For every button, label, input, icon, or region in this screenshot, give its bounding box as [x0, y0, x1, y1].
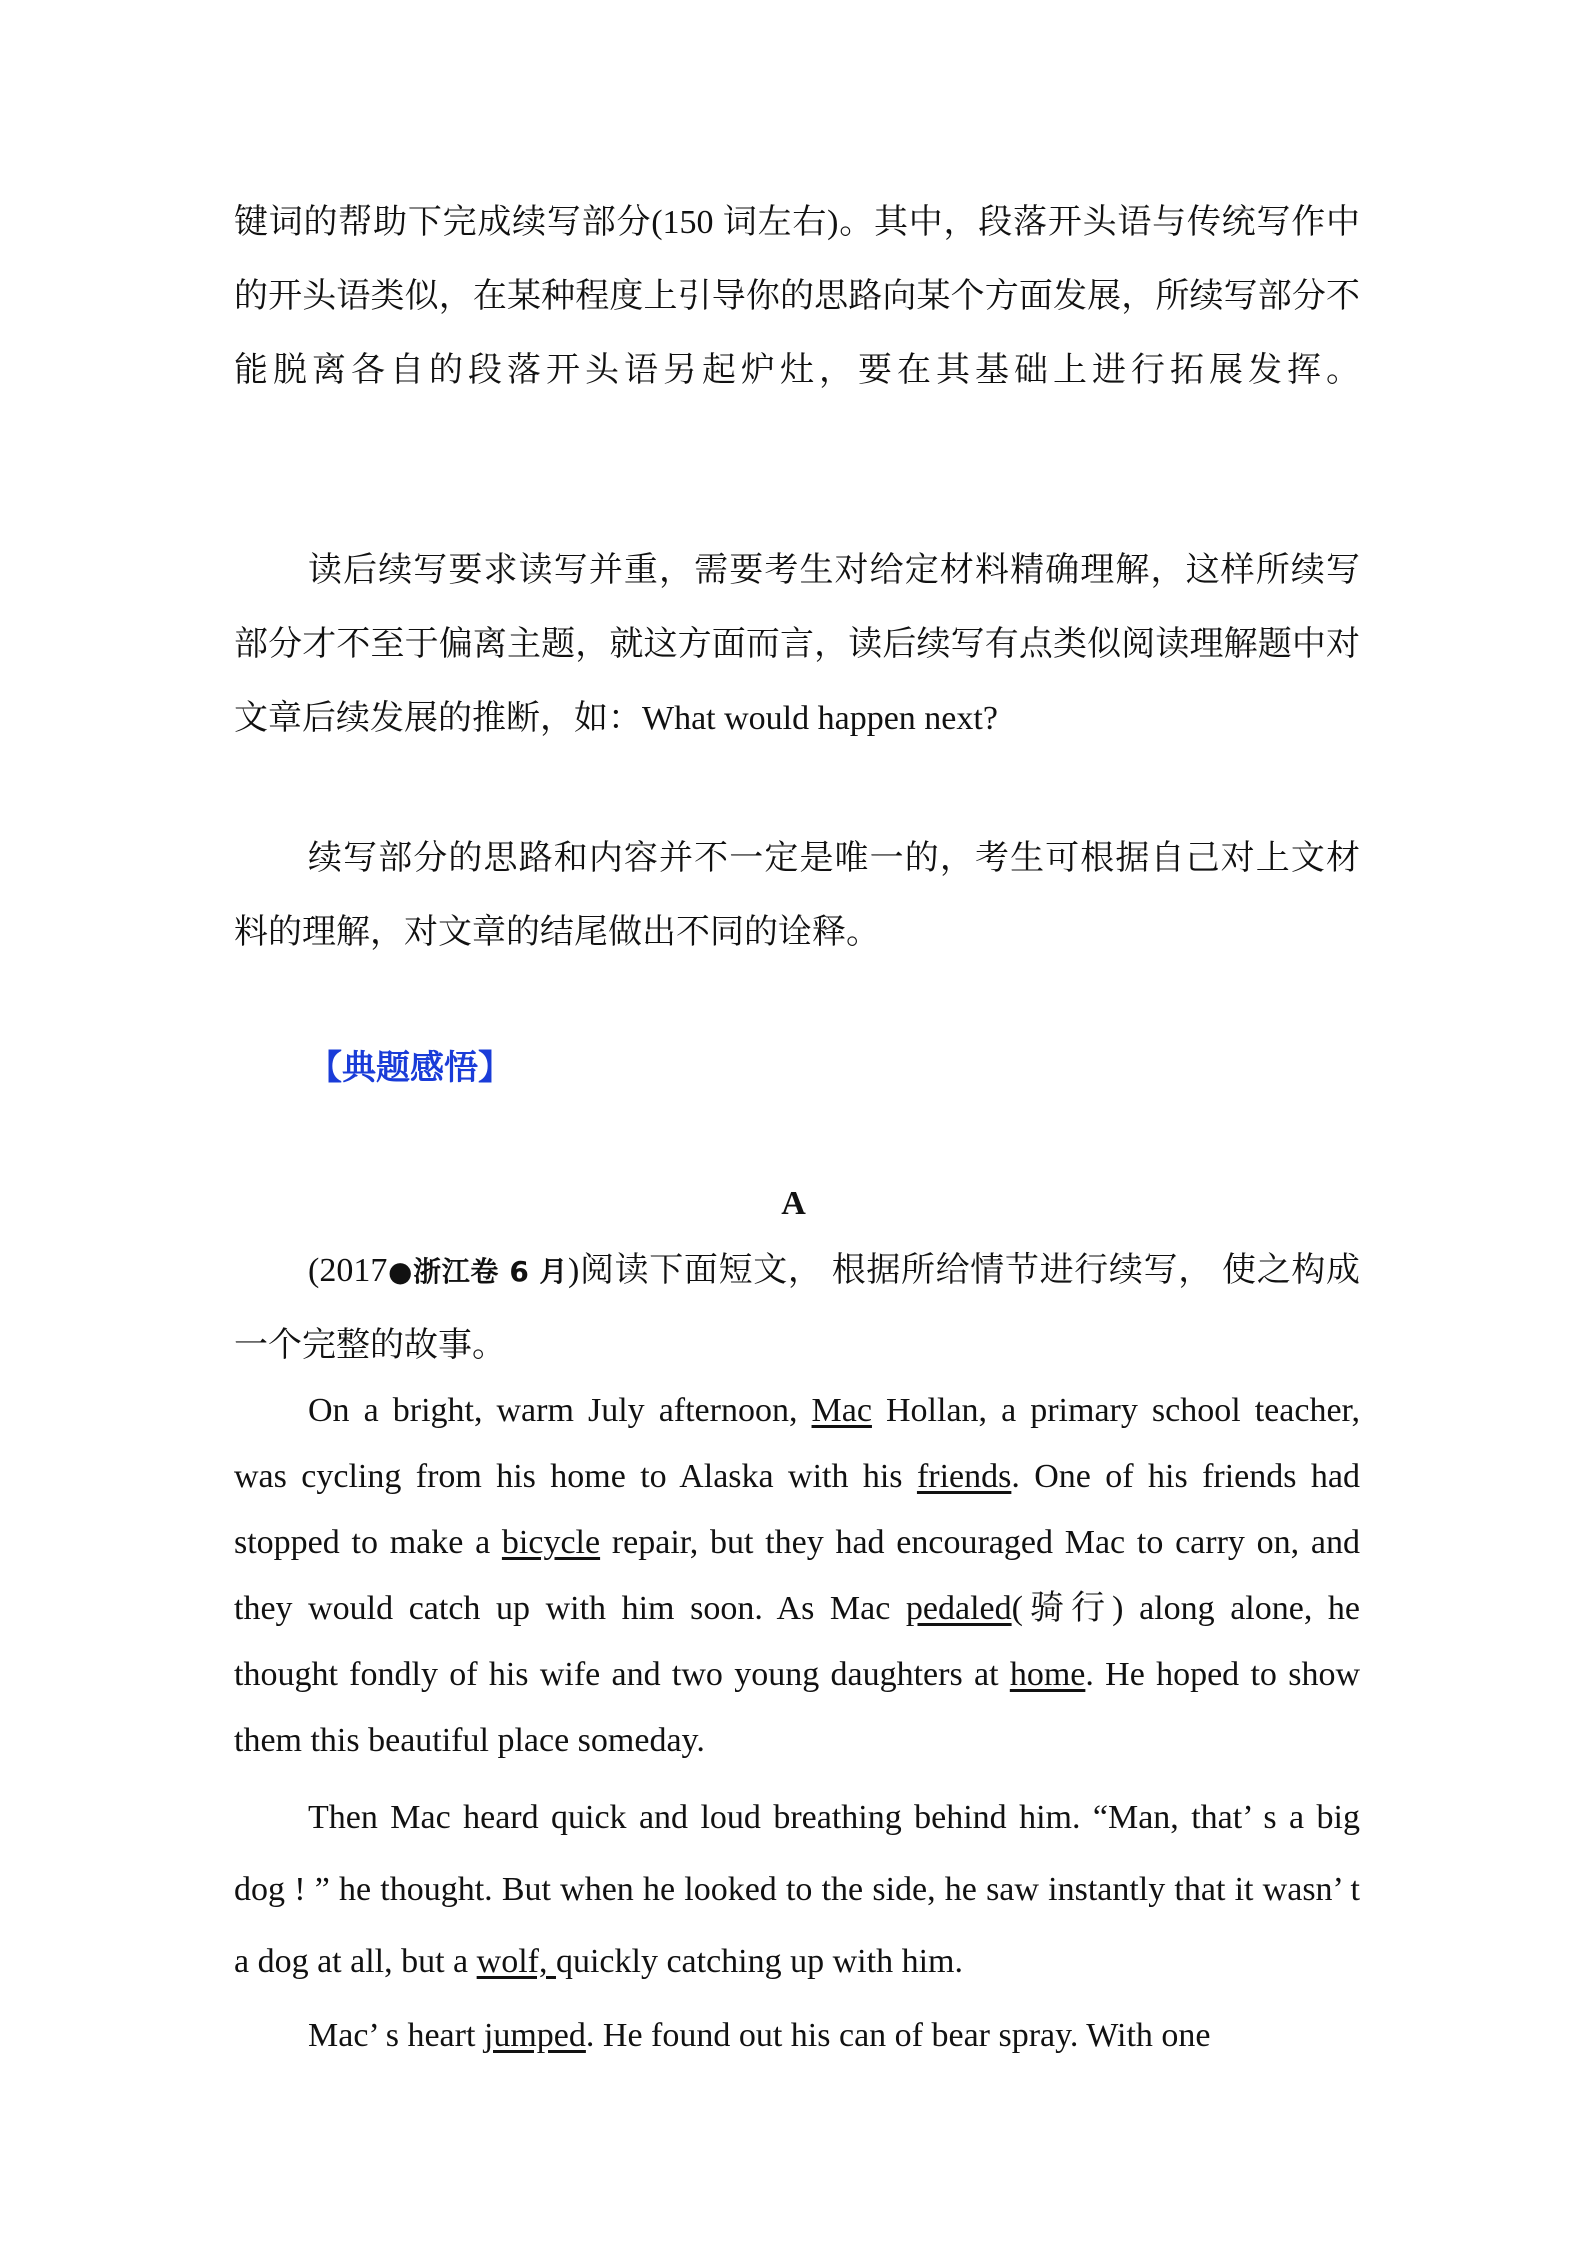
- task-source: ●浙江卷 6 月: [387, 1255, 568, 1288]
- passage-title: A: [781, 1185, 806, 1222]
- task-instruction: [234, 1234, 1360, 1383]
- story-text: On a bright, warm July afternoon,: [308, 1392, 812, 1429]
- story-text: Mac’ s heart: [308, 2017, 484, 2054]
- underlined-word: home: [1009, 1656, 1086, 1693]
- story-text: (骑行) along alone, he thought fondly of his wife and two young daughters at: [234, 1590, 1360, 1693]
- section-heading: 【典题感悟】: [308, 1048, 512, 1088]
- story-paragraph-2: [234, 1782, 1360, 1998]
- story-text: . He found out his can of bear spray. With one: [585, 2017, 1211, 2054]
- underlined-word: jumped: [483, 2017, 586, 2054]
- intro-paragraph-3: 续写部分的思路和内容并不一定是唯一的，考生可根据自己对上文材料的理解，对文章的结尾做出不同的诠释。: [234, 840, 1360, 951]
- story-text: . One of his friends had stopped to make a: [234, 1458, 1360, 1561]
- story-text: repair, but they had encouraged Mac to carry on, and they would catch up with him soon. As Mac: [234, 1524, 1360, 1627]
- intro-paragraph-1: 键词的帮助下完成续写部分(150 词左右)。其中，段落开头语与传统写作中的开头语类似，在某种程度上引导你的思路向某个方面发展，所续写部分不能脱离各自的段落开头语另起炉灶，要在其基础上进行拓展发挥。: [234, 204, 1360, 389]
- story-text: quickly catching up with him.: [555, 1943, 963, 1980]
- story-text: Hollan, a primary school teacher, was cycling from his home to Alaska with his: [234, 1392, 1360, 1495]
- underlined-word: friends: [916, 1458, 1012, 1495]
- task-text: )阅读下面短文， 根据所给情节进行续写， 使之构成一个完整的故事。: [234, 1252, 1360, 1364]
- task-year: (2017: [308, 1252, 388, 1289]
- story-paragraph-1: [234, 1378, 1360, 1774]
- underlined-word: pedaled: [905, 1590, 1012, 1627]
- underlined-word: bicycle: [501, 1524, 601, 1561]
- underlined-word: wolf,: [476, 1943, 556, 1980]
- story-paragraph-3: [234, 2000, 1360, 2072]
- intro-paragraph-2: 读后续写要求读写并重，需要考生对给定材料精确理解，这样所续写部分才不至于偏离主题，就这方面而言，读后续写有点类似阅读理解题中对文章后续发展的推断，如：What would happen next?: [234, 552, 1360, 737]
- story-text: . He hoped to show them this beautiful place someday.: [234, 1656, 1360, 1759]
- story-text: Then Mac heard quick and loud breathing behind him. “Man, that’ s a big dog ! ” he thought. But when he looked to the side, he saw instantly that it wasn’ t a dog at all, but a: [234, 1799, 1360, 1980]
- underlined-word: Mac: [811, 1392, 872, 1429]
